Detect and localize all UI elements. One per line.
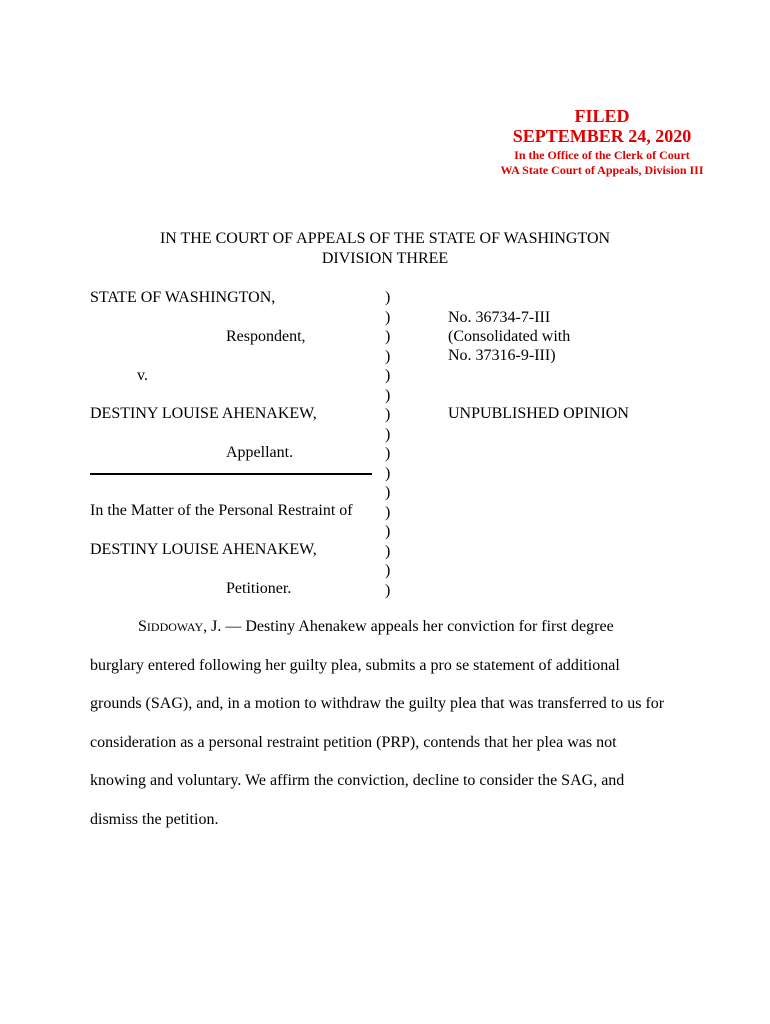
filed-stamp-court: WA State Court of Appeals, Division III: [500, 163, 704, 177]
opinion-line: grounds (SAG), and, in a motion to withdraw the guilty plea that was transferred to us for: [90, 695, 665, 712]
opinion-line: dismiss the petition.: [90, 811, 219, 828]
versus-label: v.: [137, 367, 148, 384]
opinion-intro: , J. — Destiny Ahenakew appeals her conviction for first degree: [203, 618, 614, 635]
case-number: No. 36734-7-III: [448, 309, 551, 326]
role-respondent: Respondent,: [226, 328, 306, 345]
party-appellant: DESTINY LOUISE AHENAKEW,: [90, 405, 317, 422]
party-state: STATE OF WASHINGTON,: [90, 289, 276, 306]
matter-heading: In the Matter of the Personal Restraint of: [90, 502, 353, 519]
court-division: DIVISION THREE: [321, 250, 449, 267]
court-name: IN THE COURT OF APPEALS OF THE STATE OF WASHINGTON: [159, 230, 611, 247]
filed-stamp-office: In the Office of the Clerk of Court: [514, 148, 690, 162]
filed-stamp-title: FILED: [574, 106, 630, 126]
party-petitioner: DESTINY LOUISE AHENAKEW,: [90, 541, 317, 558]
opinion-line: knowing and voluntary. We affirm the conviction, decline to consider the SAG, and: [90, 772, 625, 789]
author-name-smallcaps: IDDOWAY: [146, 620, 204, 634]
consolidated-label: (Consolidated with: [448, 328, 571, 345]
role-petitioner: Petitioner.: [226, 580, 292, 597]
role-appellant: Appellant.: [226, 444, 294, 461]
caption-divider: [90, 473, 372, 475]
opinion-line: burglary entered following her guilty plea, submits a pro se statement of additional: [90, 657, 620, 674]
case-number-2: No. 37316-9-III): [448, 347, 556, 364]
opinion-first-line: [138, 617, 614, 637]
filed-stamp-date: SEPTEMBER 24, 2020: [512, 126, 692, 146]
opinion-type: UNPUBLISHED OPINION: [448, 405, 629, 422]
opinion-line: consideration as a personal restraint petition (PRP), contends that her plea was not: [90, 734, 617, 751]
author-initial: S: [138, 618, 147, 635]
caption-parentheses: ) ) ) ) ) ) ) ) ) ) ) ) ) ) ) ): [385, 289, 391, 599]
